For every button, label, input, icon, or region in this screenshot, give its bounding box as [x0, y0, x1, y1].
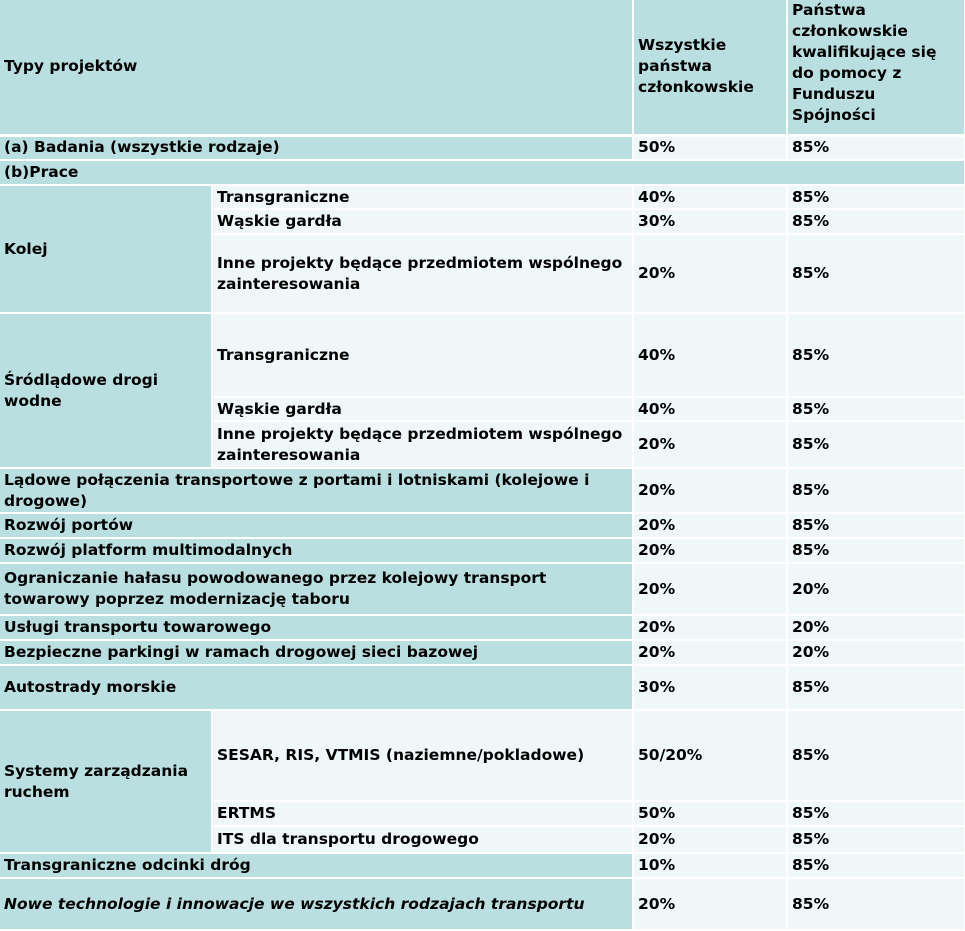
table-row: [0, 185, 965, 209]
all-states-value: 20%: [633, 826, 787, 853]
cohesion-value: 85%: [787, 710, 965, 801]
row-label: Inne projekty będące przedmiotem wspólnego zainteresowania: [212, 234, 633, 313]
all-states-value: 50%: [633, 801, 787, 826]
all-states-value: 40%: [633, 313, 787, 397]
all-states-value: 40%: [633, 397, 787, 421]
cohesion-value: 85%: [787, 397, 965, 421]
row-label: Transgraniczne: [212, 313, 633, 397]
table-row: [0, 135, 965, 160]
row-label: Rozwój portów: [0, 513, 633, 538]
cohesion-value: 85%: [787, 513, 965, 538]
table-row: [0, 563, 965, 615]
cohesion-value: 85%: [787, 878, 965, 930]
cohesion-value: 20%: [787, 640, 965, 665]
cohesion-value: 85%: [787, 538, 965, 563]
table-row: [0, 878, 965, 930]
cohesion-value: 85%: [787, 801, 965, 826]
cohesion-value: 85%: [787, 826, 965, 853]
group-label-inland-waterways: Śródlądowe drogi wodne: [0, 313, 212, 468]
cohesion-value: 20%: [787, 563, 965, 615]
all-states-value: 30%: [633, 209, 787, 234]
row-label: Nowe technologie i innowacje we wszystkich rodzajach transportu: [0, 878, 633, 930]
row-label: ERTMS: [212, 801, 633, 826]
row-label: Autostrady morskie: [0, 665, 633, 710]
all-states-value: 20%: [633, 878, 787, 930]
row-label: Bezpieczne parkingi w ramach drogowej sieci bazowej: [0, 640, 633, 665]
cohesion-value: 85%: [787, 853, 965, 878]
header-project-types: Typy projektów: [0, 0, 633, 135]
row-label: ITS dla transportu drogowego: [212, 826, 633, 853]
all-states-value: 20%: [633, 513, 787, 538]
header-row: [0, 0, 965, 135]
row-label: Lądowe połączenia transportowe z portami i lotniskami (kolejowe i drogowe): [0, 468, 633, 513]
row-label: Inne projekty będące przedmiotem wspólnego zainteresowania: [212, 421, 633, 468]
table-row: [0, 710, 965, 801]
header-cohesion-states: Państwa członkowskie kwalifikujące się do pomocy z Funduszu Spójności: [787, 0, 965, 135]
row-label: Ograniczanie hałasu powodowanego przez kolejowy transport towarowy poprzez modernizację taboru: [0, 563, 633, 615]
group-label-traffic-management: Systemy zarządzania ruchem: [0, 710, 212, 853]
cohesion-value: 85%: [787, 468, 965, 513]
cohesion-value: 85%: [787, 135, 965, 160]
row-label: Wąskie gardła: [212, 397, 633, 421]
section-label: (b)Prace: [0, 160, 965, 185]
cohesion-value: 85%: [787, 313, 965, 397]
table-row: [0, 538, 965, 563]
row-label: SESAR, RIS, VTMIS (naziemne/pokladowe): [212, 710, 633, 801]
all-states-value: 30%: [633, 665, 787, 710]
all-states-value: 20%: [633, 640, 787, 665]
header-all-states: Wszystkie państwa członkowskie: [633, 0, 787, 135]
table-row: [0, 160, 965, 185]
all-states-value: 50%: [633, 135, 787, 160]
row-label: Rozwój platform multimodalnych: [0, 538, 633, 563]
all-states-value: 20%: [633, 563, 787, 615]
all-states-value: 40%: [633, 185, 787, 209]
all-states-value: 20%: [633, 421, 787, 468]
table-row: [0, 853, 965, 878]
row-label: (a) Badania (wszystkie rodzaje): [0, 135, 633, 160]
all-states-value: 20%: [633, 538, 787, 563]
row-label: Wąskie gardła: [212, 209, 633, 234]
all-states-value: 10%: [633, 853, 787, 878]
cohesion-value: 85%: [787, 209, 965, 234]
row-label: Usługi transportu towarowego: [0, 615, 633, 640]
table-row: [0, 468, 965, 513]
all-states-value: 50/20%: [633, 710, 787, 801]
row-label: Transgraniczne: [212, 185, 633, 209]
cohesion-value: 85%: [787, 234, 965, 313]
row-label: Transgraniczne odcinki dróg: [0, 853, 633, 878]
all-states-value: 20%: [633, 234, 787, 313]
cohesion-value: 85%: [787, 185, 965, 209]
group-label-rail: Kolej: [0, 185, 212, 313]
all-states-value: 20%: [633, 468, 787, 513]
cohesion-value: 85%: [787, 665, 965, 710]
table-row: [0, 665, 965, 710]
table-row: [0, 640, 965, 665]
cohesion-value: 20%: [787, 615, 965, 640]
table-row: [0, 513, 965, 538]
table-row: [0, 313, 965, 397]
cohesion-value: 85%: [787, 421, 965, 468]
table-row: [0, 615, 965, 640]
all-states-value: 20%: [633, 615, 787, 640]
